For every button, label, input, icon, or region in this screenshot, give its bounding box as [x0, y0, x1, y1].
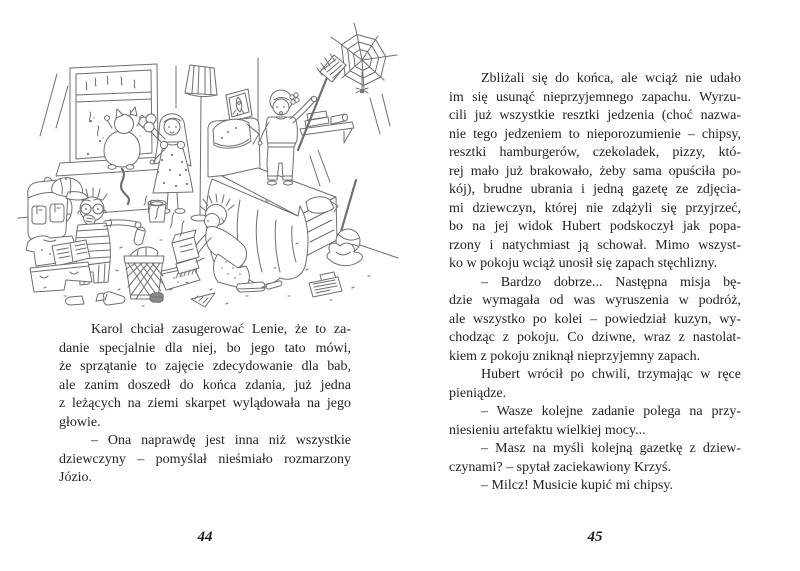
- page-number-left: 44: [197, 529, 213, 545]
- text-line: mi dziewczyn, której nie zdążyli się przyjrzeć,: [449, 200, 741, 216]
- text-line: rej mało już brakowało, żeby sama opuściła po-: [449, 163, 741, 179]
- text-line: kiem z pokoju zniknął nieprzyjemny zapach.: [449, 348, 701, 364]
- text-line: resztki hamburgerów, czekoladek, pizzy, któ-: [449, 145, 741, 160]
- text-line: bo na jej widok Hubert podskoczył jak popa-: [449, 219, 741, 234]
- floor-sock: [103, 292, 125, 305]
- right-page-text: [449, 70, 741, 496]
- text-line: niesieniu artefaktu wielkiej mocy...: [449, 422, 646, 438]
- text-line: Józio.: [59, 470, 93, 485]
- cereal-box: [172, 230, 199, 263]
- text-line: cili już wszystkie resztki jedzenia (choć nazwa-: [449, 108, 741, 123]
- left-page-text: [59, 321, 351, 488]
- text-line: Zbliżali się do końca, ale wciąż nie udało: [481, 71, 741, 86]
- papers: [309, 272, 342, 297]
- text-line: im się usunąć nieprzyjemnego zapachu. Wyrzu-: [449, 89, 741, 105]
- text-line: – Ona naprawdę jest inna niż wszystkie: [91, 433, 351, 448]
- text-line: ale wszystko po kolei – powiedział kuzyn, wy-: [449, 311, 741, 327]
- text-line: dzie wymagała od was wyruszenia w podróż,: [449, 293, 741, 308]
- text-line: – Masz na myśli kolejną gazetkę z dziew-: [481, 441, 741, 456]
- text-line: pieniądze.: [449, 385, 507, 401]
- text-line: – Milcz! Musicie kupić mi chipsy.: [481, 478, 673, 493]
- text-line: ale zanim doszedł do końca zdania, już jedna: [59, 377, 351, 393]
- rocket-poster: [226, 89, 252, 122]
- text-line: Hubert wrócił po chwili, trzymając w ręce: [481, 367, 741, 382]
- light-rays-left: [40, 74, 68, 136]
- text-line: dziewczyny – pomyślał nieśmiało rozmarzony: [59, 451, 351, 467]
- burger-scrap: [150, 293, 163, 303]
- text-line: – Wasze kolejne zadanie polega na przy-: [481, 404, 741, 419]
- text-line: kój), brudne ubrania i jedną gazetę ze zdjęcia-: [449, 182, 741, 197]
- page-number-right: 45: [587, 529, 603, 545]
- light-rays-right: [310, 94, 390, 186]
- sock-in-hand: [134, 227, 145, 245]
- text-line: głowie.: [59, 414, 101, 430]
- room-cleaning-illustration: [0, 0, 400, 320]
- spider-web: [331, 23, 397, 93]
- text-line: że sprzątanie to zajęcie zdecydowanie dla bab,: [59, 359, 351, 374]
- laundry-basket: [124, 247, 164, 299]
- text-line: chodząc z pokoju. Co dziwne, wraz z nastolat-: [449, 330, 741, 345]
- text-line: – Bardzo dobrze... Następna misja bę-: [481, 274, 741, 290]
- text-line: Karol chciał zasugerować Lenie, że to za-: [91, 322, 351, 337]
- text-line: danie specjalnie dla niej, bo jego tato mówi,: [59, 340, 351, 356]
- shorts: [30, 262, 92, 292]
- scrunchie: [290, 93, 299, 104]
- broom: [298, 54, 346, 150]
- text-line: nie tego jedzeniem to nieporozumienie – chipsy,: [449, 126, 741, 142]
- pizza-slice: [191, 293, 215, 307]
- text-line: ko w pokoju wciąż unosił się zapach stęchlizny.: [449, 256, 718, 271]
- text-line: czynami? – spytał zaciekawiony Krzyś.: [449, 459, 671, 475]
- text-line: rzony i natychmiast ją schował. Mimo wszyst-: [449, 237, 741, 253]
- text-line: z leżących na ziemi skarpet wylądowała na jego: [59, 396, 351, 411]
